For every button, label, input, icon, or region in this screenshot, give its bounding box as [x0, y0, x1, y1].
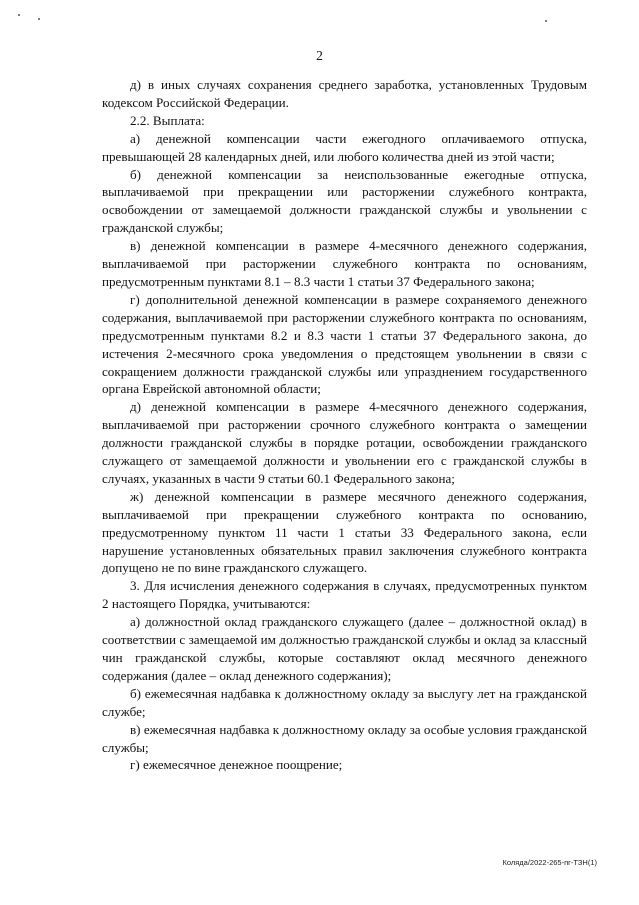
page-number: 2: [316, 48, 323, 63]
paragraph-2-2-heading: 2.2. Выплата:: [130, 112, 205, 128]
paragraph-3-g: г) ежемесячное денежное поощрение;: [130, 757, 343, 773]
paragraph-3-heading: 3. Для исчисления денежного содержания в случаях, предусмотренных пунктом 2 настоящего Порядка, учитываются:: [102, 578, 587, 612]
paragraph-3-a: а) должностной оклад гражданского служащего (далее – должностной оклад) в соответствии с замещаемой им должностью гражданской службы и оклад за классный чин гражданской службы, которые составляют оклад месячного денежного содержания (далее – оклад денежного содержания);: [102, 614, 587, 683]
paragraph-2-1-d: д) в иных случаях сохранения среднего заработка, установленных Трудовым кодексом Российской Федерации.: [102, 77, 587, 110]
paragraph-3-b: б) ежемесячная надбавка к должностному окладу за выслугу лет на гражданской службе;: [102, 685, 587, 719]
scan-speck: [38, 18, 40, 20]
paragraph-2-2-v: в) денежной компенсации в размере 4-месячного денежного содержания, выплачиваемой при расторжении служебного контракта по основаниям, предусмотренным пунктами 8.1 – 8.3 части 1 статьи 37 Федерального закона;: [102, 238, 587, 289]
paragraph-2-2-a: а) денежной компенсации части ежегодного оплачиваемого отпуска, превышающей 28 календарных дней, или любого количества дней из этой части;: [102, 130, 587, 164]
document-body: [102, 76, 587, 774]
paragraph-2-2-d: д) денежной компенсации в размере 4-месячного денежного содержания, выплачиваемой при расторжении срочного служебного контракта о замещении должности гражданской службы в порядке ротации, освобождении гражданского служащего от замещаемой должности и увольнении его с гражданской службы в случаях, указанных в части 9 статьи 60.1 Федерального закона;: [102, 399, 587, 486]
paragraph-2-2-zh: ж) денежной компенсации в размере месячного денежного содержания, выплачиваемой при прекращении служебного контракта по основанию, предусмотренному пунктом 11 части 1 статьи 33 Федерального закона, если нарушение установленных обязательных правил заключения служебного контракта допущено не по вине гражданского служащего.: [102, 488, 587, 576]
paragraph-2-2-b: б) денежной компенсации за неиспользованные ежегодные отпуска, выплачиваемой при прекращении или расторжении служебного контракта, освобождении от замещаемой должности гражданской службы и увольнении с гражданской службы;: [102, 166, 587, 236]
document-footer-code: Коляда/2022-265-пг-ТЗН(1): [502, 858, 597, 867]
paragraph-3-v: в) ежемесячная надбавка к должностному окладу за особые условия гражданской службы;: [102, 721, 587, 755]
scan-speck: [545, 20, 547, 22]
paragraph-2-2-g: г) дополнительной денежной компенсации в размере сохраняемого денежного содержания, выплачиваемой при расторжении служебного контракта по основаниям, предусмотренным пунктами 8.2 и 8.3 части 1 статьи 37 Федерального закона, до истечения 2-месячного срока уведомления о предстоящем увольнении в связи с сокращением должности гражданской службы или упразднением государственного органа Еврейской автономной области;: [102, 291, 587, 397]
scan-speck: [18, 14, 20, 16]
